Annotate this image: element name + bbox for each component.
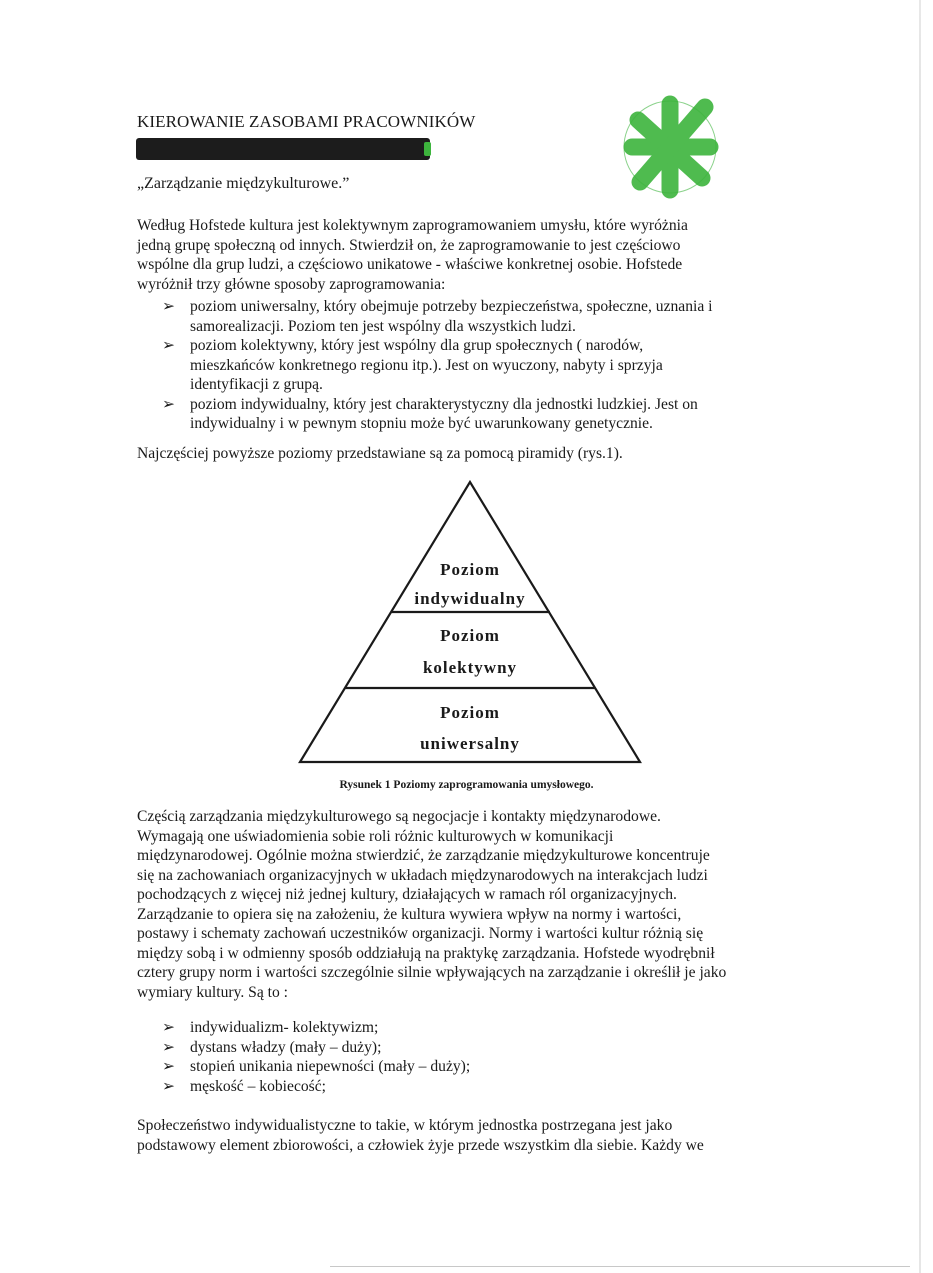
text-line: postawy i schematy zachowań uczestników organizacji. Normy i wartości kultur różnią się	[137, 925, 704, 942]
text-line: między sobą i w odmienny sposób oddziałują na praktykę zarządzania. Hofstede wyodrębnił	[137, 944, 715, 962]
paragraph-1	[137, 216, 797, 294]
text-line: wspólne dla grup ludzi, a częściowo unikatowe - właściwe konkretnej osobie. Hofstede	[137, 256, 683, 273]
text-line: mieszkańców konkretnego regionu itp.). Jest on wyuczony, nabyty i sprzyja	[190, 356, 663, 374]
list-item	[160, 1038, 800, 1058]
arrow-bullet-icon: ➢	[162, 1058, 176, 1075]
list-item-text: męskość – kobiecość;	[190, 1077, 326, 1095]
programming-levels-list	[160, 297, 800, 434]
text-line: wymiary kultury. Są to :	[137, 983, 289, 1001]
green-star-mark	[610, 92, 730, 202]
text-line: jedną grupę społeczną od innych. Stwierdził on, że zaprogramowanie to jest częściowo	[137, 236, 681, 254]
text-line: identyfikacji z grupą.	[190, 376, 323, 393]
text-line: poziom kolektywny, który jest wspólny dla grup społecznych ( narodów,	[190, 337, 644, 354]
paragraph-4	[137, 1116, 807, 1155]
redaction-bar	[136, 138, 430, 160]
arrow-bullet-icon: ➢	[162, 395, 176, 413]
text-line: Częścią zarządzania międzykulturowego są negocjacje i kontakty międzynarodowe.	[137, 808, 661, 825]
list-item	[160, 1077, 800, 1097]
pyramid-bottom-label-1: Poziom	[440, 703, 500, 722]
text-line: pochodzących z więcej niż jednej kultury, działających w ramach ról organizacyjnych.	[137, 886, 677, 903]
paragraph-3	[137, 807, 807, 1002]
text-line: Wymagają one uświadomienia sobie roli różnic kulturowych w komunikacji	[137, 827, 614, 845]
text-line: wyróżnił trzy główne sposoby zaprogramowania:	[137, 275, 446, 293]
list-item	[160, 1057, 800, 1077]
document-subtitle: „Zarządzanie międzykulturowe.”	[137, 175, 350, 192]
list-item	[160, 1018, 800, 1038]
arrow-bullet-icon: ➢	[162, 1019, 176, 1036]
figure-caption: Rysunek 1 Poziomy zaprogramowania umysłowego.	[339, 779, 594, 791]
text-line: podstawowy element zbiorowości, a człowiek żyje przede wszystkim dla siebie. Każdy we	[137, 1136, 704, 1154]
arrow-bullet-icon: ➢	[162, 298, 176, 315]
list-item-text: indywidualizm- kolektywizm;	[190, 1019, 379, 1036]
pyramid-top-label-2: indywidualny	[414, 589, 526, 608]
arrow-bullet-icon: ➢	[162, 1077, 176, 1095]
list-item	[160, 395, 800, 434]
text-line: międzynarodowej. Ogólnie można stwierdzić, że zarządzanie międzykulturowe koncentruje	[137, 847, 710, 864]
pyramid-top-label-1: Poziom	[440, 560, 500, 579]
culture-dimensions-list	[160, 1018, 800, 1096]
pyramid-middle-label-1: Poziom	[440, 626, 500, 645]
list-item	[160, 297, 800, 336]
text-line: Zarządzanie to opiera się na założeniu, że kultura wywiera wpływ na normy i wartości,	[137, 905, 682, 923]
pyramid-bottom-label-2: uniwersalny	[420, 734, 520, 753]
scan-edge-bottom	[330, 1266, 910, 1267]
text-line: Według Hofstede kultura jest kolektywnym zaprogramowaniem umysłu, które wyróżnia	[137, 217, 688, 234]
highlighter-mark	[424, 142, 431, 156]
list-item-text: stopień unikania niepewności (mały – duży);	[190, 1058, 471, 1075]
text-line: cztery grupy norm i wartości szczególnie silnie wpływających na zarządzanie i określił je jako	[137, 964, 727, 981]
text-line: Społeczeństwo indywidualistyczne to takie, w którym jednostka postrzegana jest jako	[137, 1117, 673, 1134]
arrow-bullet-icon: ➢	[162, 337, 176, 354]
text-line: poziom indywidualny, który jest charakterystyczny dla jednostki ludzkiej. Jest on	[190, 395, 698, 413]
list-item-text: dystans władzy (mały – duży);	[190, 1038, 382, 1056]
text-line: indywidualny i w pewnym stopniu może być uwarunkowany genetycznie.	[190, 415, 653, 432]
text-line: samorealizacji. Poziom ten jest wspólny dla wszystkich ludzi.	[190, 317, 576, 335]
pyramid-middle-label-2: kolektywny	[422, 658, 518, 677]
document-heading: KIEROWANIE ZASOBAMI PRACOWNIKÓW	[137, 112, 476, 131]
paragraph-2: Najczęściej powyższe poziomy przedstawiane są za pomocą piramidy (rys.1).	[137, 445, 623, 462]
list-item	[160, 336, 800, 395]
pyramid-diagram	[296, 478, 644, 764]
text-line: się na zachowaniach organizacyjnych w układach międzynarodowych na interakcjach ludzi	[137, 866, 708, 884]
arrow-bullet-icon: ➢	[162, 1038, 176, 1056]
scan-edge-right	[919, 0, 921, 1273]
text-line: poziom uniwersalny, który obejmuje potrzeby bezpieczeństwa, społeczne, uznania i	[190, 298, 713, 315]
